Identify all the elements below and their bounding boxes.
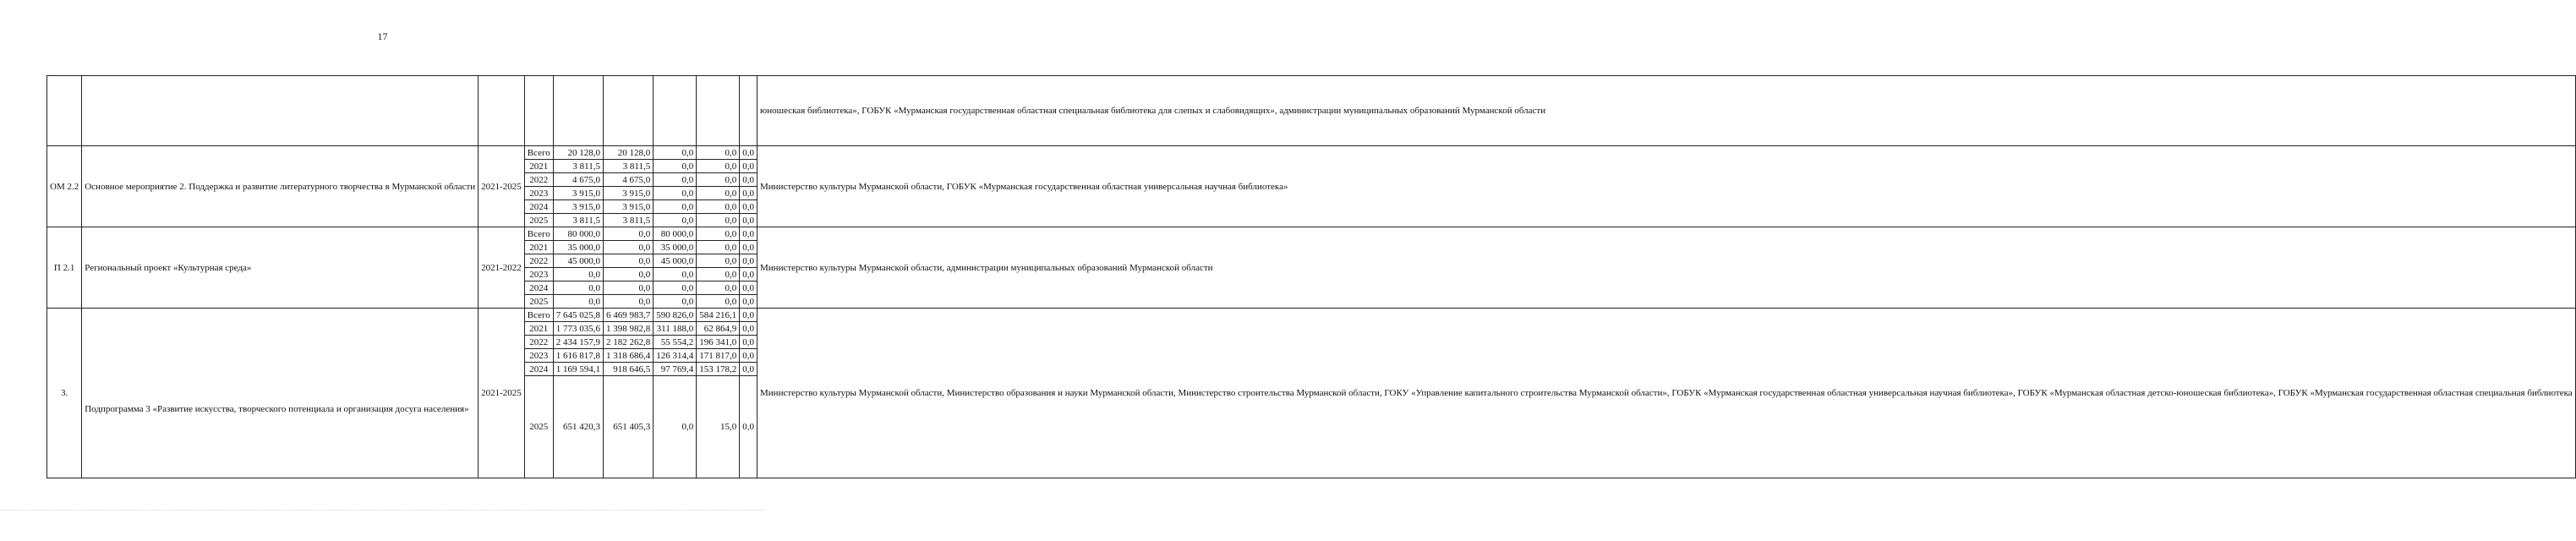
other-sources-cell: 0,0	[740, 200, 757, 214]
federal-budget-cell: 126 314,4	[654, 349, 697, 363]
total-cell: 2 434 157,9	[553, 336, 603, 349]
local-budget-cell: 0,0	[697, 281, 740, 295]
scan-artifact-line	[0, 510, 765, 511]
total-cell: 0,0	[553, 281, 603, 295]
local-budget-cell: 584 216,1	[697, 309, 740, 322]
federal-budget-cell: 0,0	[654, 295, 697, 309]
other-sources-cell: 0,0	[740, 146, 757, 160]
regional-budget-cell: 0,0	[604, 281, 654, 295]
other-sources-cell: 0,0	[740, 295, 757, 309]
federal-budget-cell: 0,0	[654, 187, 697, 200]
total-cell: 20 128,0	[553, 146, 603, 160]
total-cell: 3 811,5	[553, 214, 603, 227]
total-cell: 651 420,3	[553, 376, 603, 478]
year-cell: Всего	[524, 309, 553, 322]
regional-budget-cell: 4 675,0	[604, 173, 654, 187]
year-cell: 2021	[524, 160, 553, 173]
total-cell: 45 000,0	[553, 254, 603, 268]
federal-budget-cell: 0,0	[654, 268, 697, 281]
regional-budget-cell: 0,0	[604, 241, 654, 254]
other-sources-cell: 0,0	[740, 241, 757, 254]
federal-budget-cell: 97 769,4	[654, 363, 697, 376]
federal-budget-cell: 0,0	[654, 146, 697, 160]
local-budget-cell: 0,0	[697, 214, 740, 227]
year-cell	[524, 76, 553, 146]
federal-budget-cell: 45 000,0	[654, 254, 697, 268]
total-cell: 35 000,0	[553, 241, 603, 254]
responsible-cell: Министерство культуры Мурманской области, Министерство образования и науки Мурманской области, Министерство строительства Мурманской области, ГОКУ «Управление капитального строительства Мурманской области», ГОБУК «Мурманская государственная областная универсальная научная библиотека», ГОБУК «Мурманская областная детско-юношеская библиотека», ГОБУК «Мурманская государственная областная специальная библиотека	[757, 309, 2576, 478]
table-row	[47, 146, 2576, 160]
total-cell: 3 811,5	[553, 160, 603, 173]
local-budget-cell: 171 817,0	[697, 349, 740, 363]
local-budget-cell: 0,0	[697, 160, 740, 173]
other-sources-cell: 0,0	[740, 376, 757, 478]
code-cell: ОМ 2.2	[47, 146, 82, 227]
responsible-cell: Министерство культуры Мурманской области, ГОБУК «Мурманская государственная областная универсальная научная библиотека»	[757, 146, 2576, 227]
year-cell: 2023	[524, 187, 553, 200]
total-cell: 0,0	[553, 268, 603, 281]
year-cell: 2025	[524, 376, 553, 478]
local-budget-cell: 153 178,2	[697, 363, 740, 376]
year-cell: 2022	[524, 336, 553, 349]
total-cell: 4 675,0	[553, 173, 603, 187]
federal-budget-cell: 80 000,0	[654, 227, 697, 241]
other-sources-cell: 0,0	[740, 322, 757, 336]
regional-budget-cell: 0,0	[604, 227, 654, 241]
federal-budget-cell: 0,0	[654, 281, 697, 295]
year-cell: Всего	[524, 146, 553, 160]
regional-budget-cell: 0,0	[604, 254, 654, 268]
federal-budget-cell: 55 554,2	[654, 336, 697, 349]
federal-budget-cell: 590 826,0	[654, 309, 697, 322]
responsible-cell: Министерство культуры Мурманской области, администрации муниципальных образований Мурманской области	[757, 227, 2576, 309]
regional-budget-cell: 1 318 686,4	[604, 349, 654, 363]
federal-budget-cell: 0,0	[654, 214, 697, 227]
federal-budget-cell: 0,0	[654, 376, 697, 478]
period-cell: 2021-2025	[479, 146, 525, 227]
regional-budget-cell: 651 405,3	[604, 376, 654, 478]
year-cell: Всего	[524, 227, 553, 241]
budget-table	[46, 75, 2576, 478]
total-cell: 80 000,0	[553, 227, 603, 241]
regional-budget-cell: 3 811,5	[604, 160, 654, 173]
total-cell: 1 169 594,1	[553, 363, 603, 376]
local-budget-cell: 0,0	[697, 241, 740, 254]
year-cell: 2025	[524, 214, 553, 227]
regional-budget-cell: 1 398 982,8	[604, 322, 654, 336]
name-cell: Подпрограмма 3 «Развитие искусства, творческого потенциала и организация досуга населения»	[82, 309, 479, 478]
year-cell: 2023	[524, 268, 553, 281]
federal-budget-cell: 35 000,0	[654, 241, 697, 254]
local-budget-cell: 15,0	[697, 376, 740, 478]
value-cell	[740, 76, 757, 146]
other-sources-cell: 0,0	[740, 268, 757, 281]
code-cell	[47, 76, 82, 146]
other-sources-cell: 0,0	[740, 173, 757, 187]
period-cell	[479, 76, 525, 146]
regional-budget-cell: 0,0	[604, 295, 654, 309]
local-budget-cell: 0,0	[697, 295, 740, 309]
local-budget-cell: 0,0	[697, 254, 740, 268]
year-cell: 2024	[524, 200, 553, 214]
year-cell: 2022	[524, 173, 553, 187]
code-cell: П 2.1	[47, 227, 82, 309]
code-cell: 3.	[47, 309, 82, 478]
name-cell	[82, 76, 479, 146]
value-cell	[697, 76, 740, 146]
total-cell: 7 645 025,8	[553, 309, 603, 322]
continuation-row	[47, 76, 2576, 146]
period-cell: 2021-2022	[479, 227, 525, 309]
year-cell: 2024	[524, 281, 553, 295]
other-sources-cell: 0,0	[740, 349, 757, 363]
year-cell: 2021	[524, 322, 553, 336]
other-sources-cell: 0,0	[740, 363, 757, 376]
local-budget-cell: 196 341,0	[697, 336, 740, 349]
regional-budget-cell: 20 128,0	[604, 146, 654, 160]
total-cell: 0,0	[553, 295, 603, 309]
regional-budget-cell: 3 915,0	[604, 200, 654, 214]
other-sources-cell: 0,0	[740, 214, 757, 227]
regional-budget-cell: 2 182 262,8	[604, 336, 654, 349]
total-cell: 3 915,0	[553, 187, 603, 200]
name-cell: Региональный проект «Культурная среда»	[82, 227, 479, 309]
year-cell: 2022	[524, 254, 553, 268]
year-cell: 2021	[524, 241, 553, 254]
total-cell: 1 773 035,6	[553, 322, 603, 336]
regional-budget-cell: 3 915,0	[604, 187, 654, 200]
federal-budget-cell: 0,0	[654, 200, 697, 214]
other-sources-cell: 0,0	[740, 227, 757, 241]
total-cell: 3 915,0	[553, 200, 603, 214]
table-row	[47, 309, 2576, 322]
regional-budget-cell: 0,0	[604, 268, 654, 281]
other-sources-cell: 0,0	[740, 254, 757, 268]
federal-budget-cell: 0,0	[654, 173, 697, 187]
period-cell: 2021-2025	[479, 309, 525, 478]
local-budget-cell: 0,0	[697, 227, 740, 241]
federal-budget-cell: 311 188,0	[654, 322, 697, 336]
local-budget-cell: 62 864,9	[697, 322, 740, 336]
value-cell	[553, 76, 603, 146]
value-cell	[604, 76, 654, 146]
federal-budget-cell: 0,0	[654, 160, 697, 173]
table-row	[47, 227, 2576, 241]
regional-budget-cell: 6 469 983,7	[604, 309, 654, 322]
local-budget-cell: 0,0	[697, 200, 740, 214]
total-cell: 1 616 817,8	[553, 349, 603, 363]
regional-budget-cell: 3 811,5	[604, 214, 654, 227]
local-budget-cell: 0,0	[697, 173, 740, 187]
year-cell: 2024	[524, 363, 553, 376]
page-number: 17	[377, 30, 388, 42]
other-sources-cell: 0,0	[740, 336, 757, 349]
year-cell: 2023	[524, 349, 553, 363]
year-cell: 2025	[524, 295, 553, 309]
local-budget-cell: 0,0	[697, 268, 740, 281]
regional-budget-cell: 918 646,5	[604, 363, 654, 376]
local-budget-cell: 0,0	[697, 187, 740, 200]
responsible-cell: юношеская библиотека», ГОБУК «Мурманская государственная областная специальная библиотека для слепых и слабовидящих», администрации муниципальных образований Мурманской области	[757, 76, 2576, 146]
other-sources-cell: 0,0	[740, 281, 757, 295]
name-cell: Основное мероприятие 2. Поддержка и развитие литературного творчества в Мурманской области	[82, 146, 479, 227]
other-sources-cell: 0,0	[740, 187, 757, 200]
other-sources-cell: 0,0	[740, 309, 757, 322]
local-budget-cell: 0,0	[697, 146, 740, 160]
other-sources-cell: 0,0	[740, 160, 757, 173]
value-cell	[654, 76, 697, 146]
